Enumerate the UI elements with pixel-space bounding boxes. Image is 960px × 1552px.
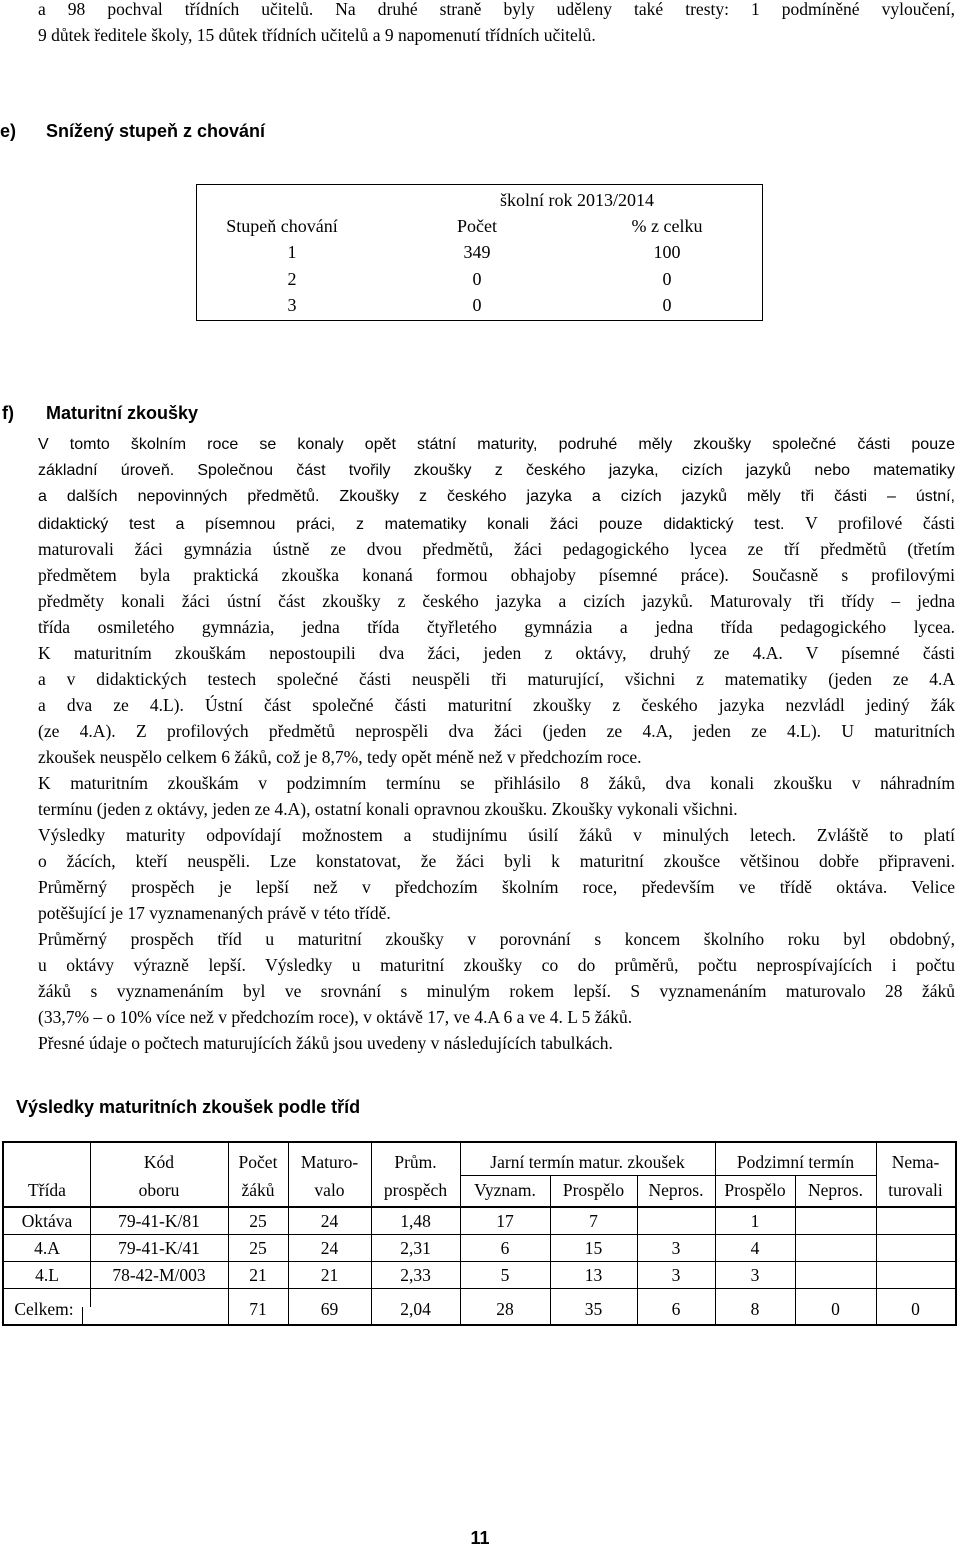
- total-podz-prospelo: 8: [750, 1299, 760, 1319]
- header-maturo: Maturo-: [300, 1152, 359, 1172]
- text-line: a dva ze 4.L). Ústní část společné části maturitní zkoušky z českého jazyka nezvládl jediný žák: [38, 695, 955, 715]
- text-line: žáků s vyznamenáním byl ve srovnání s minulým rokem lepší. S vyznamenáním maturovalo 28 žáků: [38, 981, 955, 1001]
- text-line: předměty konali žáci ústní část zkoušky z českého jazyka a cizích jazyků. Maturovaly tři třídy – jedna: [38, 591, 955, 611]
- total-pocet: 71: [249, 1299, 267, 1319]
- text-line: Průměrný prospěch je lepší než v předchozím školním roce, především ve třídě oktáva. Velice: [38, 877, 955, 897]
- total-vyznam: 28: [496, 1299, 514, 1319]
- section-e-title: Snížený stupeň z chování: [46, 121, 266, 141]
- total-nepros: 6: [671, 1299, 681, 1319]
- cell-prum: 2,33: [400, 1265, 431, 1285]
- table-cell: 2: [287, 269, 297, 289]
- cell-podz-prospelo: 4: [750, 1238, 760, 1258]
- header-nepros-podzim: Nepros.: [808, 1180, 863, 1200]
- text-line: V tomto školním roce se konaly opět státní maturity, podruhé měly zkoušky společné části pouze: [38, 436, 955, 453]
- text-line: [38, 510, 955, 536]
- total-podz-nepros: 0: [831, 1299, 840, 1319]
- header-pocet: Počet: [457, 216, 497, 236]
- header-nepros-jaro: Nepros.: [648, 1180, 704, 1200]
- header-prum: Prům.: [394, 1152, 437, 1172]
- total-label: Celkem:: [14, 1299, 74, 1319]
- table-cell: 0: [472, 269, 482, 289]
- cell-prospelo: 13: [584, 1265, 603, 1285]
- text-fragment: didaktický test a písemnou práci, z matematiky konali žáci pouze didaktický test.: [38, 516, 785, 533]
- cell-trida: 4.L: [35, 1265, 59, 1285]
- cell-vyznam: 5: [500, 1265, 510, 1285]
- text-line: předmětem byla praktická zkouška konaná formou obhajoby písemné práce). Současně s profilovými: [38, 565, 955, 585]
- cell-nepros: 3: [671, 1265, 681, 1285]
- text-line: K maturitním zkouškám nepostoupili dva žáci, jeden z oktávy, druhý ze 4.A. V písemné části: [38, 643, 955, 663]
- header-prospelo-podzim: Prospělo: [724, 1180, 786, 1200]
- maturita-paragraph-4: [38, 926, 955, 1030]
- intro-line: 9 důtek ředitele školy, 15 důtek třídních učitelů a 9 napomenutí třídních učitelů.: [38, 25, 596, 45]
- results-title: Výsledky maturitních zkoušek podle tříd: [16, 1097, 361, 1117]
- cell-kod: 78-42-M/003: [112, 1265, 206, 1285]
- header-podzimni-termin: Podzimní termín: [736, 1152, 855, 1172]
- header-prospech: prospěch: [383, 1180, 448, 1200]
- header-turovali: turovali: [888, 1180, 943, 1200]
- text-fragment: V profilové části: [805, 513, 955, 533]
- text-line: termínu (jeden z oktávy, jeden ze 4.A), ostatní konali opravnou zkoušku. Zkoušky vykonali všichni.: [38, 799, 738, 819]
- cell-pocet: 21: [249, 1265, 267, 1285]
- text-line: K maturitním zkouškám v podzimním termínu se přihlásilo 8 žáků, dva konali zkoušku v náhradním: [38, 773, 955, 793]
- text-line: zkoušek neuspělo celkem 6 žáků, což je 8,7%, tedy opět méně než v předchozím roce.: [38, 747, 642, 767]
- text-line: Průměrný prospěch tříd u maturitní zkoušky v porovnání s koncem školního roku byl obdobný,: [38, 929, 955, 949]
- total-nemat: 0: [911, 1299, 920, 1319]
- table-cell: 0: [472, 295, 482, 315]
- total-mat: 69: [320, 1299, 339, 1319]
- header-trida: Třída: [28, 1180, 66, 1200]
- cell-podz-prospelo: 1: [750, 1211, 760, 1231]
- text-line: Výsledky maturity odpovídají možnostem a studijnímu úsilí žáků v minulých letech. Zvláště to platí: [38, 825, 955, 845]
- header-oboru: oboru: [138, 1180, 180, 1200]
- header-nema: Nema-: [891, 1152, 940, 1172]
- cell-trida: 4.A: [34, 1238, 60, 1258]
- total-prospelo: 35: [584, 1299, 603, 1319]
- cell-prum: 1,48: [400, 1211, 431, 1231]
- text-line: a dalších nepovinných předmětů. Zkoušky z českého jazyka a cizích jazyků měly tři části – ústní,: [38, 488, 955, 505]
- cell-pocet: 25: [249, 1238, 267, 1258]
- maturita-intro: [38, 432, 955, 536]
- header-kod: Kód: [143, 1152, 175, 1172]
- cell-vyznam: 6: [500, 1238, 510, 1258]
- maturita-paragraph-3: [38, 822, 955, 926]
- header-procent: % z celku: [631, 216, 703, 236]
- text-line: základní úroveň. Společnou část tvořily zkoušky z českého jazyka, cizích jazyků nebo matematiky: [38, 462, 955, 479]
- table-cell: 0: [662, 269, 672, 289]
- cell-pocet: 25: [249, 1211, 267, 1231]
- table-cell: 0: [662, 295, 672, 315]
- cell-trida: Oktáva: [21, 1211, 73, 1231]
- intro-line: a 98 pochval třídních učitelů. Na druhé straně byly uděleny také tresty: 1 podmíněné vyloučení,: [38, 0, 955, 19]
- section-e-label: e): [0, 121, 17, 141]
- header-prospelo-jaro: Prospělo: [562, 1180, 625, 1200]
- header-jarni-termin: Jarní termín matur. zkoušek: [490, 1152, 685, 1172]
- header-stupen: Stupeň chování: [226, 216, 338, 236]
- cell-nepros: 3: [671, 1238, 681, 1258]
- text-line: (ze 4.A). Z profilových předmětů neprospěli dva žáci (jeden ze 4.A, jeden ze 4.L). U maturitních: [38, 721, 955, 741]
- section-f-title: Maturitní zkoušky: [46, 403, 199, 423]
- table-cell: 3: [287, 295, 297, 315]
- maturita-paragraph-2: [38, 770, 955, 822]
- table-cell: 1: [287, 242, 297, 262]
- text-line: o žácích, kteří neuspěli. Lze konstatovat, že žáci byli k maturitní zkoušce většinou dobře připraveni.: [38, 851, 955, 871]
- cell-prum: 2,31: [400, 1238, 431, 1258]
- text-line: maturovali žáci gymnázia ústně ze dvou předmětů, žáci pedagogického lycea ze tří předmětů (třetím: [38, 539, 955, 559]
- cell-mat: 24: [320, 1238, 339, 1258]
- cell-kod: 79-41-K/41: [118, 1238, 200, 1258]
- text-line: u oktávy výrazně lepší. Výsledky u maturitní zkoušky co do průměrů, počtu neprospívajících i počtu: [38, 955, 955, 975]
- text-line: a v didaktických testech společné části neuspěli tři maturující, všichni z matematiky (jeden ze 4.A: [38, 669, 955, 689]
- page-number: 11: [470, 1528, 490, 1548]
- header-vyznam: Vyznam.: [474, 1180, 536, 1200]
- header-valo: valo: [314, 1180, 345, 1200]
- header-pocet: Počet: [238, 1152, 278, 1172]
- cell-podz-prospelo: 3: [750, 1265, 760, 1285]
- text-line: třída osmiletého gymnázia, jedna třída čtyřletého gymnázia a jedna třída pedagogického lycea.: [38, 617, 955, 637]
- maturita-paragraph-1: [38, 536, 955, 770]
- cell-prospelo: 15: [584, 1238, 603, 1258]
- table-cell: 100: [653, 242, 681, 262]
- behavior-table: [196, 184, 763, 321]
- table-cell: 349: [463, 242, 491, 262]
- table-year: školní rok 2013/2014: [499, 190, 654, 210]
- text-line: potěšující je 17 vyznamenaných právě v této třídě.: [38, 903, 391, 923]
- cell-mat: 24: [320, 1211, 339, 1231]
- intro-paragraph: [38, 0, 955, 48]
- cell-kod: 79-41-K/81: [118, 1211, 200, 1231]
- cell-mat: 21: [320, 1265, 339, 1285]
- section-f-label: f): [2, 403, 14, 423]
- total-prum: 2,04: [400, 1299, 431, 1319]
- cell-prospelo: 7: [589, 1211, 598, 1231]
- maturita-paragraph-5: Přesné údaje o počtech maturujících žáků jsou uvedeny v následujících tabulkách.: [38, 1033, 613, 1053]
- header-zaku: žáků: [241, 1180, 275, 1200]
- text-line: (33,7% – o 10% více než v předchozím roce), v oktávě 17, ve 4.A 6 a ve 4. L 5 žáků.: [38, 1007, 633, 1027]
- cell-vyznam: 17: [496, 1211, 514, 1231]
- results-table: [2, 1141, 957, 1326]
